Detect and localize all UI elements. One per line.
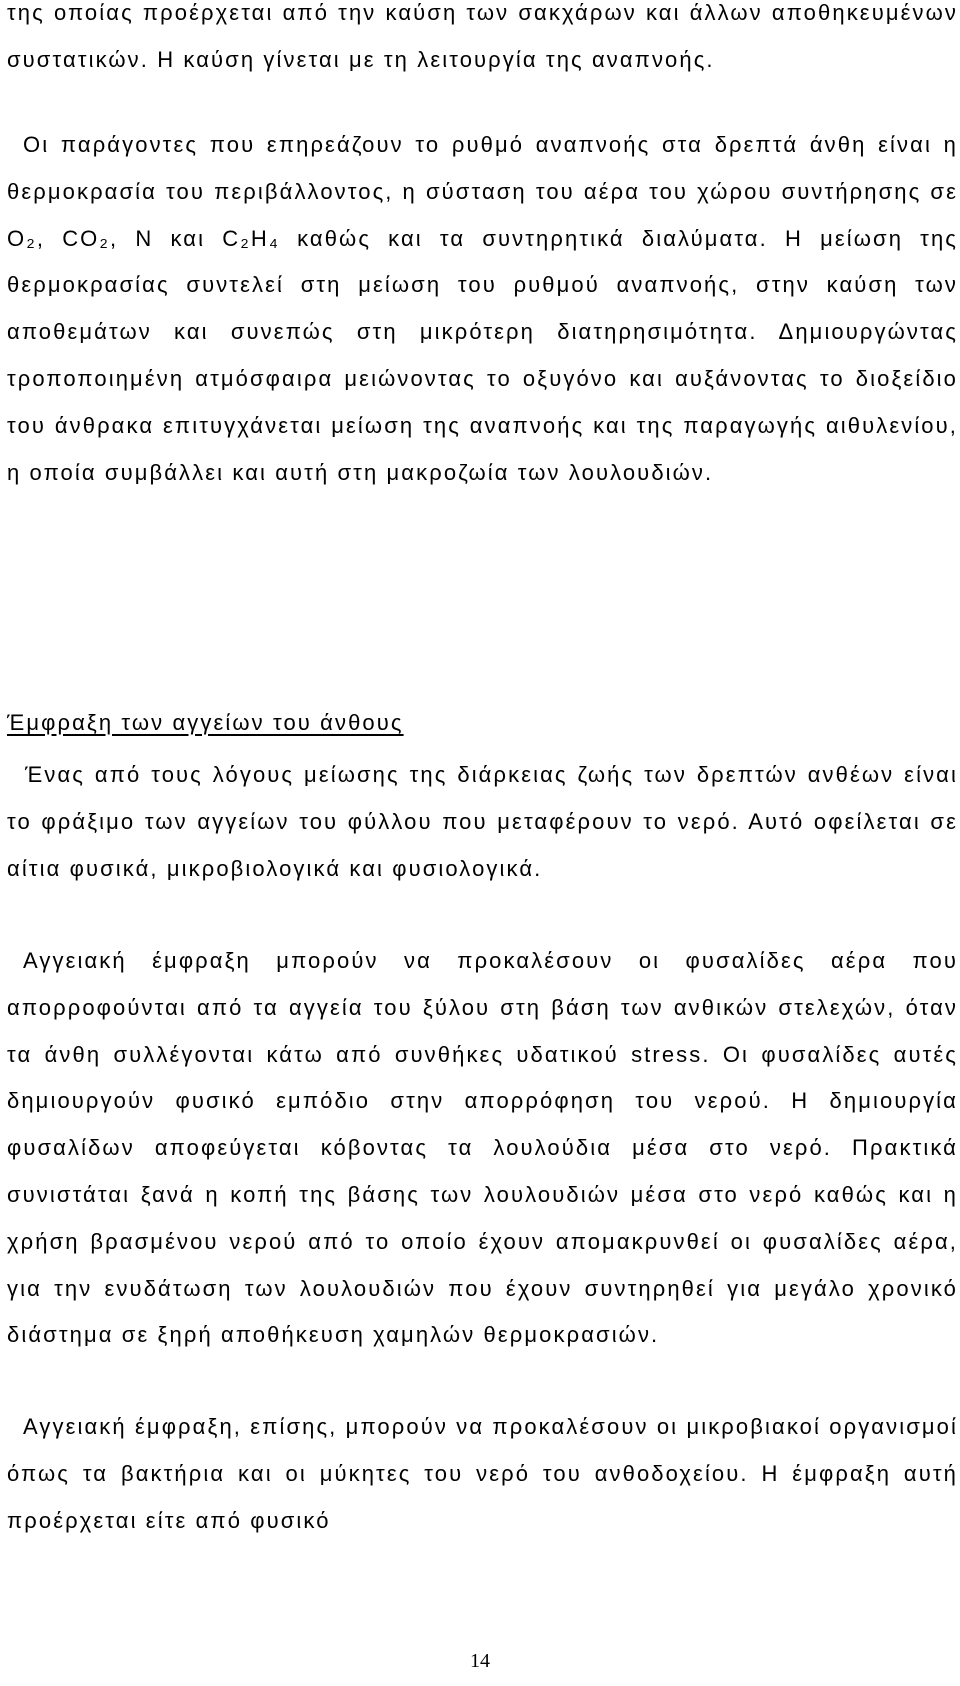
page-number: 14 [470, 1650, 490, 1672]
section-heading: Έμφραξη των αγγείων του άνθους [7, 710, 404, 735]
paragraph-respiration-intro: της οποίας προέρχεται από την καύση των σακχάρων και άλλων αποθηκευμένων συστατικών. Η καύση γίνεται με τη λειτουργία της αναπνοής. [7, 0, 958, 72]
paragraph-microbial-blockage: Αγγειακή έμφραξη, επίσης, μπορούν να προκαλέσουν οι μικροβιακοί οργανισμοί όπως τα βακτήρια και οι μύκητες του νερό του ανθοδοχείου. Η έμφραξη αυτή προέρχεται είτε από φυσικό [7, 1414, 958, 1533]
paragraph-vessel-blockage-intro: Ένας από τους λόγους μείωσης της διάρκειας ζωής των δρεπτών ανθέων είναι το φράξιμο των αγγείων του φύλλου που μεταφέρουν το νερό. Αυτό οφείλεται σε αίτια φυσικά, μικροβιολογικά και φυσιολογικά. [7, 762, 958, 881]
paragraph-air-bubbles: Αγγειακή έμφραξη μπορούν να προκαλέσουν οι φυσαλίδες αέρα που απορροφούνται από τα αγγεία του ξύλου στη βάση των ανθικών στελεχών, όταν τα άνθη συλλέγονται κάτω από συνθήκες υδατικού stress. Οι φυσαλίδες αυτές δημιουργούν φυσικό εμπόδιο στην απορρόφηση του νερού. Η δημιουργία φυσαλίδων αποφεύγεται κόβοντας τα λουλούδια μέσα στο νερό. Πρακτικά συνιστάται ξανά η κοπή της βάσης των λουλουδιών μέσα στο νερό καθώς και η χρήση βρασμένου νερού από το οποίο έχουν απομακρυνθεί οι φυσαλίδες αέρα, για την ενυδάτωση των λουλουδιών που έχουν συντηρηθεί για μεγάλο χρονικό διάστημα σε ξηρή αποθήκευση χαμηλών θερμοκρασιών. [7, 948, 958, 1348]
paragraph-respiration-factors: Οι παράγοντες που επηρεάζουν το ρυθμό αναπνοής στα δρεπτά άνθη είναι η θερμοκρασία του περιβάλλοντος, η σύσταση του αέρα του χώρου συντήρησης σε O₂, CO₂, N και C₂H₄ καθώς και τα συντηρητικά διαλύματα. Η μείωση της θερμοκρασίας συντελεί στη μείωση του ρυθμού αναπνοής, στην καύση των αποθεμάτων και συνεπώς στη μικρότερη διατηρησιμότητα. Δημιουργώντας τροποποιημένη ατμόσφαιρα μειώνοντας το οξυγόνο και αυξάνοντας το διοξείδιο του άνθρακα επιτυγχάνεται μείωση της αναπνοής και της παραγωγής αιθυλενίου, η οποία συμβάλλει και αυτή στη μακροζωία των λουλουδιών. [7, 132, 958, 485]
